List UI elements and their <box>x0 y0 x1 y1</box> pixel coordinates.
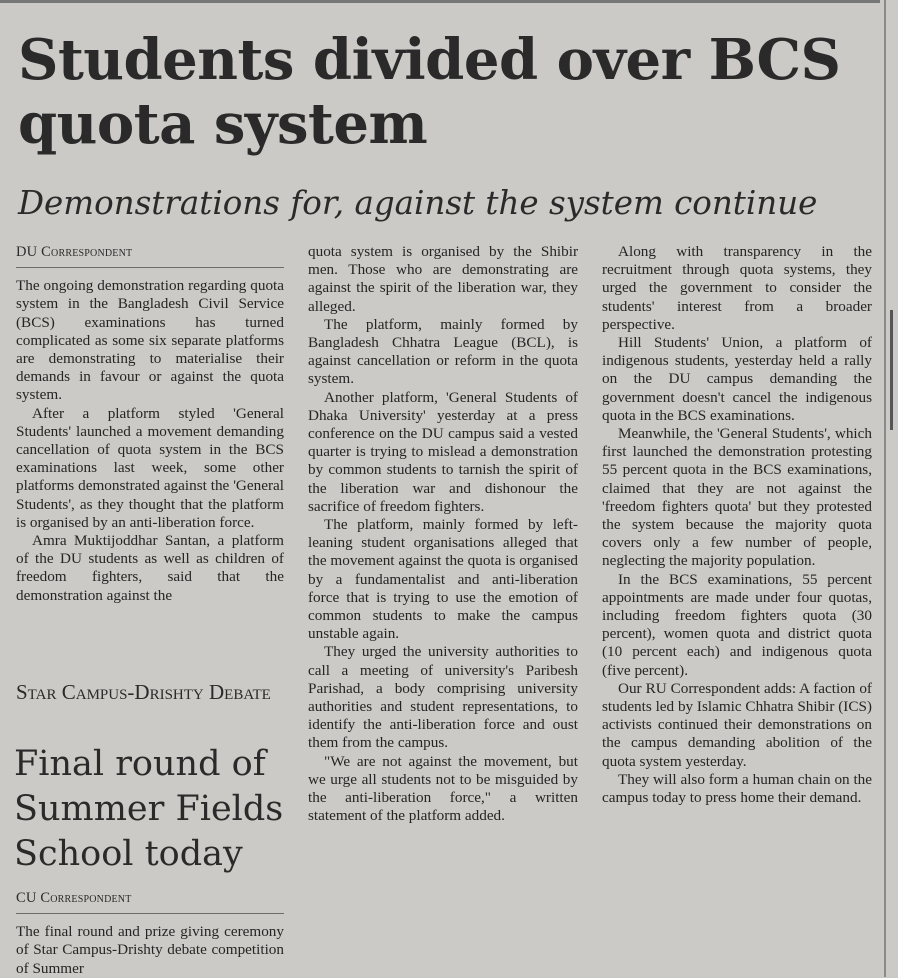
top-rule <box>0 0 880 3</box>
paragraph: In the BCS examinations, 55 percent appointments are made under four quotas, including freedom fighters quota (30 percent), women quota and district quota (10 percent each) and indigenous quota (five percent). <box>602 570 872 679</box>
paragraph: The platform, mainly formed by Bangladesh Chhatra League (BCL), is against cancellation or reform in the quota system. <box>308 315 578 388</box>
second-article-headline: Final round of Summer Fields School today <box>14 744 284 874</box>
paragraph: They will also form a human chain on the campus today to press home their demand. <box>602 770 872 807</box>
article-column-3 <box>602 243 872 807</box>
second-article-byline: CU Correspondent <box>16 889 284 914</box>
article-column-1 <box>16 243 284 605</box>
section-label: Star Campus-Drishty Debate <box>16 680 271 704</box>
paragraph: Another platform, 'General Students of Dhaka University' yesterday at a press conference on the DU campus said a vested quarter is trying to mislead a demonstration by common students to tarnish the spirit of the liberation war and dishonour the sacrifice of freedom fighters. <box>308 388 578 515</box>
paragraph: They urged the university authorities to call a meeting of university's Paribesh Parishad, a body comprising university authorities and student representations, to identify the anti-liberation force and oust them from the campus. <box>308 643 578 752</box>
article-byline: DU Correspondent <box>16 243 284 268</box>
paragraph: "We are not against the movement, but we urge all students not to be misguided by the anti-liberation force," a written statement of the platform added. <box>308 752 578 825</box>
article-subheadline: Demonstrations for, against the system continue <box>18 184 818 222</box>
paragraph: quota system is organised by the Shibir men. Those who are demonstrating are against the spirit of the liberation war, they alleged. <box>308 243 578 315</box>
second-article-column <box>16 889 284 978</box>
column-divider-rule <box>884 0 886 977</box>
article-column-2 <box>308 243 578 826</box>
paragraph: The ongoing demonstration regarding quota system in the Bangladesh Civil Service (BCS) examinations has turned complicated as some six separate platforms are demonstrating to materialise their demands in favour or against the quota system. <box>16 277 284 404</box>
paragraph: Hill Students' Union, a platform of indigenous students, yesterday held a rally on the DU campus demanding the government doesn't cancel the indigenous quota in the BCS examinations. <box>602 334 872 424</box>
article-headline: Students divided over BCS quota system <box>18 27 841 157</box>
paragraph: The final round and prize giving ceremony of Star Campus-Drishty debate competition of Summer <box>16 923 284 977</box>
paragraph: The platform, mainly formed by left-leaning student organisations alleged that the movement against the quota is organised by a fundamentalist and anti-liberation force that is trying to use the emotion of common students to make the campus unstable again. <box>308 516 578 643</box>
paragraph: Our RU Correspondent adds: A faction of students led by Islamic Chhatra Shibir (ICS) activists continued their demonstrations on the campus demanding abolition of the quota system yesterday. <box>602 679 872 770</box>
paragraph: Meanwhile, the 'General Students', which first launched the demonstration protesting 55 percent quota in the BCS examinations, claimed that they are not against the 'freedom fighters quota' but they protested the system because the majority quota covers only a few number of people, neglecting the majority population. <box>602 425 872 570</box>
paragraph: Amra Muktijoddhar Santan, a platform of the DU students as well as children of freedom fighters, said that the demonstration against the <box>16 532 284 604</box>
paragraph: Along with transparency in the recruitment through quota systems, they urged the government to consider the students' interest from a broader perspective. <box>602 243 872 333</box>
paragraph: After a platform styled 'General Students' launched a movement demanding cancellation of quota system in the BCS examinations last week, some other platforms demonstrated against the 'General Students', as they thought that the platform is organised by an anti-liberation force. <box>16 404 284 531</box>
adjacent-column-edge <box>890 310 893 430</box>
